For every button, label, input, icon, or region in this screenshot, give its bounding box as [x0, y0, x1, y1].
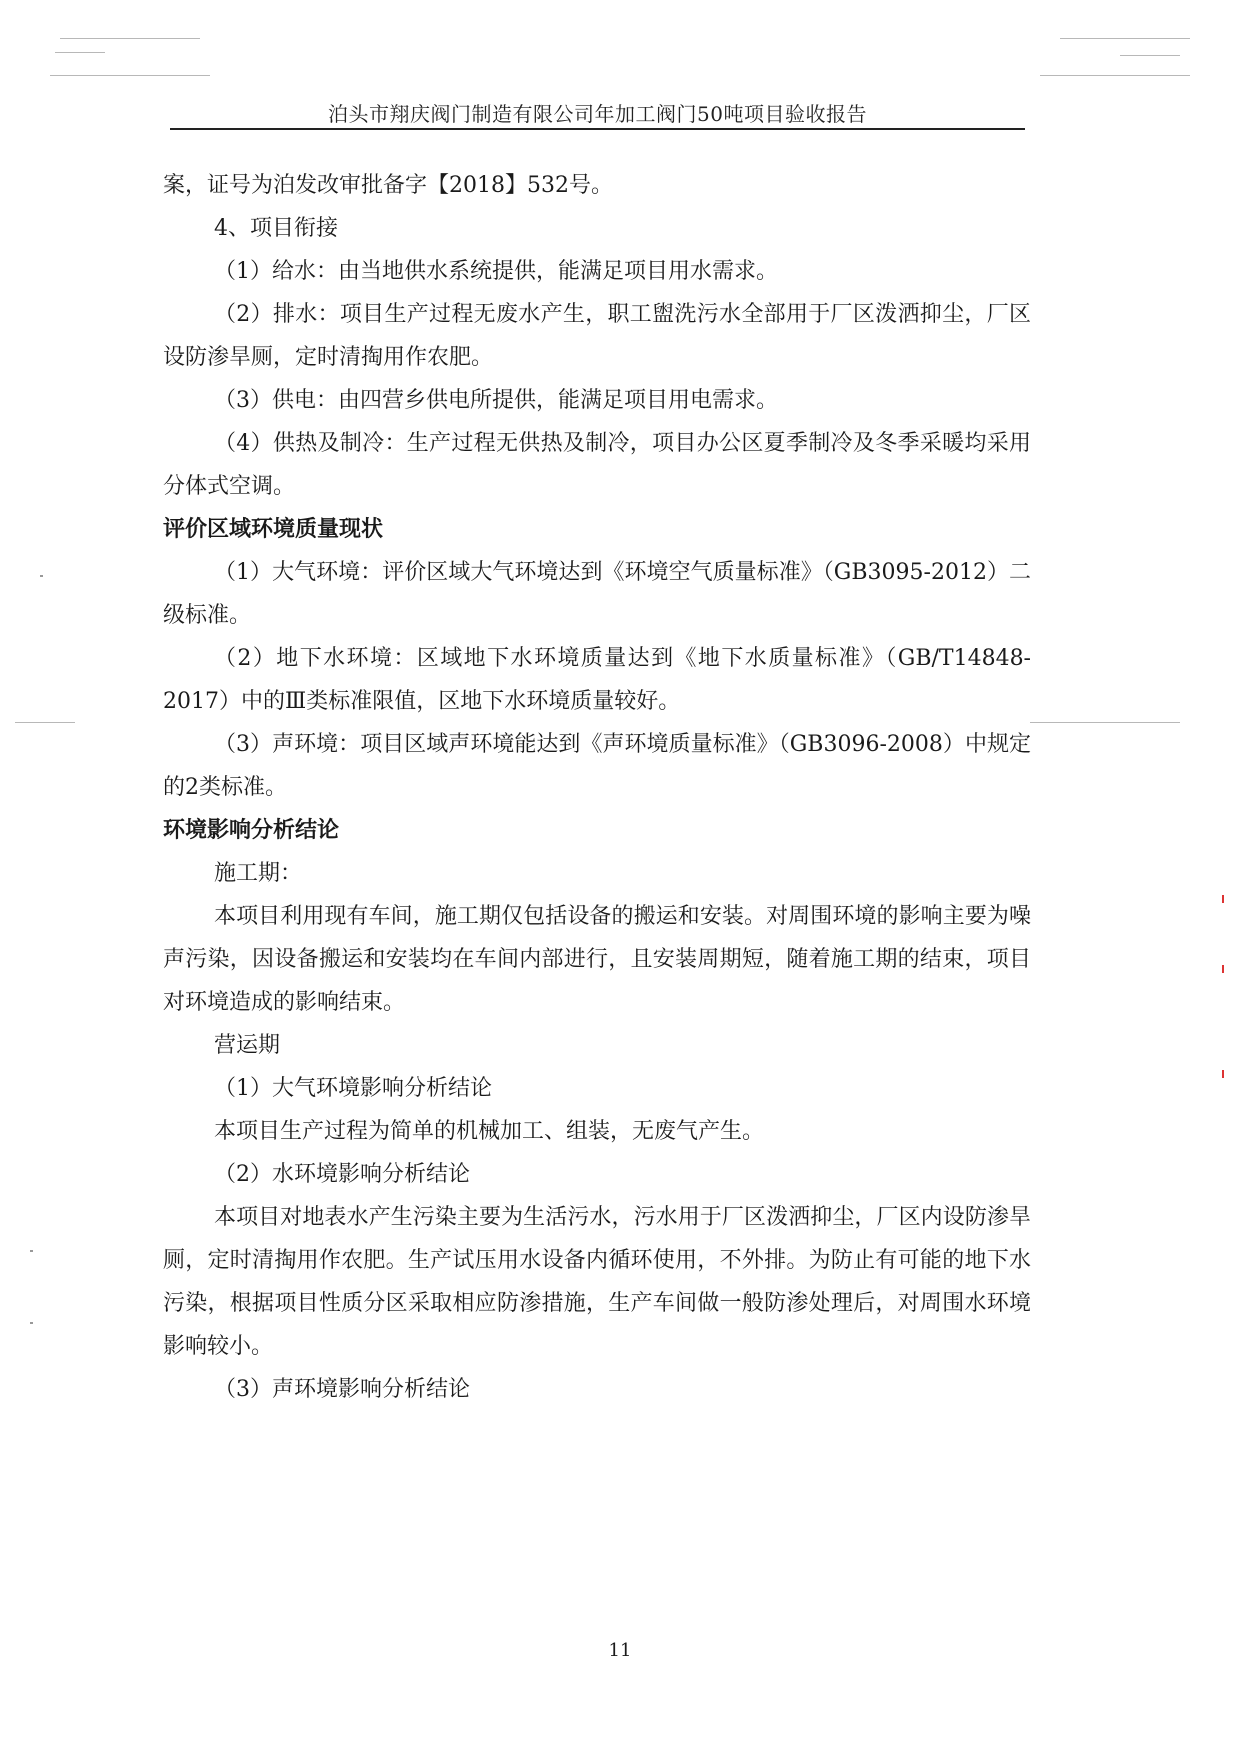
scan-artifact-dot: [30, 1322, 33, 1324]
paragraph: （4）供热及制冷：生产过程无供热及制冷，项目办公区夏季制冷及冬季采暖均采用分体式空调。: [163, 431, 1031, 499]
scan-artifact-line: [55, 52, 105, 53]
paragraph: （3）供电：由四营乡供电所提供，能满足项目用电需求。: [214, 388, 778, 413]
paragraph: 本项目利用现有车间，施工期仅包括设备的搬运和安装。对周围环境的影响主要为噪声污染，因设备搬运和安装均在车间内部进行，且安装周期短，随着施工期的结束，项目对环境造成的影响结束。: [163, 904, 1031, 1015]
scan-artifact-mark: [1222, 895, 1224, 903]
scan-artifact-line: [1060, 38, 1190, 39]
running-header: 泊头市翔庆阀门制造有限公司年加工阀门50吨项目验收报告: [328, 102, 867, 126]
paragraph: 营运期: [214, 1033, 281, 1058]
paragraph: 本项目生产过程为简单的机械加工、组装，无废气产生。: [214, 1119, 765, 1144]
scan-artifact-dot: [30, 1250, 33, 1252]
paragraph: （2）水环境影响分析结论: [214, 1162, 470, 1187]
body-text: [163, 164, 1031, 1411]
scan-artifact-mark: [1222, 1070, 1224, 1078]
paragraph: 施工期：: [214, 861, 303, 886]
scan-artifact-line: [60, 38, 200, 39]
scan-artifact-line: [1030, 722, 1180, 723]
scan-artifact-dot: [40, 575, 43, 577]
paragraph: （1）大气环境：评价区域大气环境达到《环境空气质量标准》（GB3095-2012）二级标准。: [163, 560, 1031, 628]
paragraph: （1）大气环境影响分析结论: [214, 1076, 492, 1101]
section-heading: 环境影响分析结论: [163, 817, 340, 843]
page-number: 11: [608, 1640, 632, 1661]
scan-artifact-line: [50, 75, 210, 76]
paragraph: （2）地下水环境：区域地下水环境质量达到《地下水质量标准》（GB/T14848-2017）中的Ⅲ类标准限值，区地下水环境质量较好。: [163, 646, 1031, 714]
scan-artifact-line: [1040, 75, 1190, 76]
paragraph: （3）声环境：项目区域声环境能达到《声环境质量标准》（GB3096-2008）中规定的2类标准。: [163, 732, 1031, 800]
paragraph: 案，证号为泊发改审批备字【2018】532号。: [163, 173, 613, 198]
scan-artifact-line: [15, 722, 75, 723]
section-heading: 评价区域环境质量现状: [163, 516, 384, 542]
paragraph: 本项目对地表水产生污染主要为生活污水，污水用于厂区泼洒抑尘，厂区内设防渗旱厕，定时清掏用作农肥。生产试压用水设备内循环使用，不外排。为防止有可能的地下水污染，根据项目性质分区采取相应防渗措施，生产车间做一般防渗处理后，对周围水环境影响较小。: [163, 1205, 1031, 1359]
paragraph: （2）排水：项目生产过程无废水产生，职工盥洗污水全部用于厂区泼洒抑尘，厂区设防渗旱厕，定时清掏用作农肥。: [163, 302, 1031, 370]
paragraph: 4、项目衔接: [214, 216, 338, 241]
scan-artifact-mark: [1222, 965, 1224, 973]
paragraph: （3）声环境影响分析结论: [214, 1377, 470, 1402]
header-rule: [170, 128, 1025, 130]
paragraph: （1）给水：由当地供水系统提供，能满足项目用水需求。: [214, 259, 778, 284]
scan-artifact-line: [1120, 55, 1180, 56]
